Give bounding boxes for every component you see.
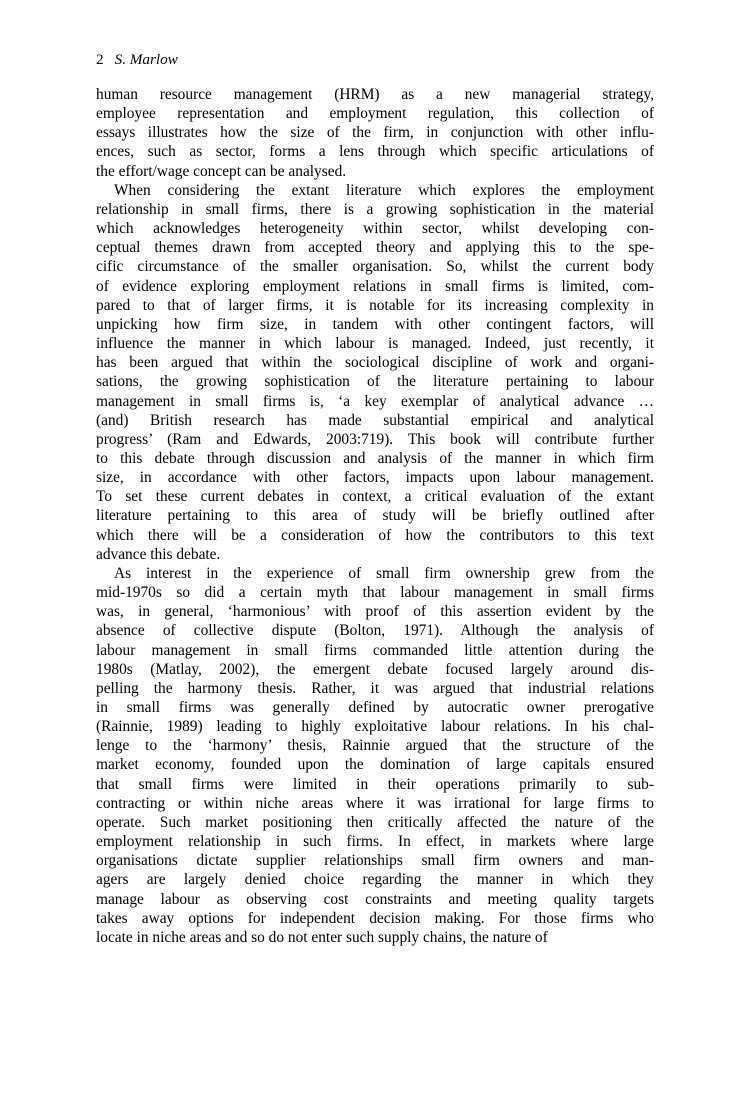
- text-line: pelling the harmony thesis. Rather, it was argued that industrial relations: [96, 679, 654, 697]
- text-line: manage labour as observing cost constraints and meeting quality targets: [96, 890, 654, 908]
- text-line: (Rainnie, 1989) leading to highly exploitative labour relations. In his chal-: [96, 718, 654, 736]
- paragraph: [96, 181, 654, 564]
- text-line: advance this debate.: [96, 545, 221, 563]
- text-line: As interest in the experience of small firm ownership grew from the: [114, 564, 654, 582]
- text-line: pared to that of larger firms, it is notable for its increasing complexity in: [96, 296, 654, 314]
- text-line: size, in accordance with other factors, impacts upon labour management.: [96, 469, 654, 487]
- text-line: of evidence exploring employment relations in small firms is limited, com-: [96, 277, 654, 295]
- text-line: was, in general, ‘harmonious’ with proof of this assertion evident by the: [96, 603, 654, 621]
- text-line: which there will be a consideration of how the contributors to this text: [96, 526, 654, 544]
- text-line: the effort/wage concept can be analysed.: [96, 162, 347, 180]
- text-line: literature pertaining to this area of study will be briefly outlined after: [96, 507, 654, 525]
- text-line: lenge to the ‘harmony’ thesis, Rainnie argued that the structure of the: [96, 737, 654, 755]
- text-line: unpicking how firm size, in tandem with other contingent factors, will: [96, 315, 654, 333]
- text-line: market economy, founded upon the domination of large capitals ensured: [96, 756, 654, 774]
- text-line: which acknowledges heterogeneity within sector, whilst developing con-: [96, 220, 654, 238]
- paragraph: [96, 85, 654, 181]
- text-line: management in small firms is, ‘a key exemplar of analytical advance …: [96, 392, 654, 410]
- text-line: contracting or within niche areas where it was irrational for large firms to: [96, 794, 654, 812]
- text-line: relationship in small firms, there is a growing sophistication in the material: [96, 200, 654, 218]
- text-line: ceptual themes drawn from accepted theory and applying this to the spe-: [96, 239, 654, 257]
- text-line: essays illustrates how the size of the firm, in conjunction with other influ-: [96, 124, 654, 142]
- text-line: cific circumstance of the smaller organisation. So, whilst the current body: [96, 258, 654, 276]
- text-line: (and) British research has made substantial empirical and analytical: [96, 411, 654, 429]
- text-line: mid-1970s so did a certain myth that labour management in small firms: [96, 584, 654, 602]
- text-line: has been argued that within the sociological discipline of work and organi-: [96, 354, 654, 372]
- text-line: organisations dictate supplier relationships small firm owners and man-: [96, 852, 654, 870]
- text-line: absence of collective dispute (Bolton, 1971). Although the analysis of: [96, 622, 654, 640]
- page-number: 2: [96, 51, 104, 68]
- text-line: sations, the growing sophistication of the literature pertaining to labour: [96, 373, 654, 391]
- running-head-author: S. Marlow: [114, 51, 178, 68]
- text-line: influence the manner in which labour is managed. Indeed, just recently, it: [96, 335, 654, 353]
- text-line: employee representation and employment regulation, this collection of: [96, 105, 654, 123]
- text-line: When considering the extant literature which explores the employment: [114, 181, 654, 199]
- body-text-block: [96, 85, 654, 947]
- running-head: [96, 50, 654, 69]
- text-line: takes away options for independent decision making. For those firms who: [96, 909, 654, 927]
- text-line: ences, such as sector, forms a lens through which specific articulations of: [96, 143, 654, 161]
- text-line: in small firms was generally defined by autocratic owner prerogative: [96, 699, 654, 716]
- text-line: employment relationship in such firms. In effect, in markets where large: [96, 833, 654, 851]
- text-line: to this debate through discussion and analysis of the manner in which firm: [96, 449, 654, 467]
- text-line: 1980s (Matlay, 2002), the emergent debate focused largely around dis-: [96, 660, 654, 678]
- text-line: human resource management (HRM) as a new managerial strategy,: [96, 86, 654, 103]
- text-line: agers are largely denied choice regarding the manner in which they: [96, 871, 654, 889]
- text-line: operate. Such market positioning then critically affected the nature of the: [96, 813, 654, 831]
- text-line: that small firms were limited in their operations primarily to sub-: [96, 775, 654, 793]
- text-line: labour management in small firms commanded little attention during the: [96, 641, 654, 659]
- text-line: locate in niche areas and so do not enter such supply chains, the nature of: [96, 928, 548, 946]
- paragraph: [96, 564, 654, 947]
- text-line: progress’ (Ram and Edwards, 2003:719). This book will contribute further: [96, 430, 654, 448]
- text-line: To set these current debates in context, a critical evaluation of the extant: [96, 488, 654, 506]
